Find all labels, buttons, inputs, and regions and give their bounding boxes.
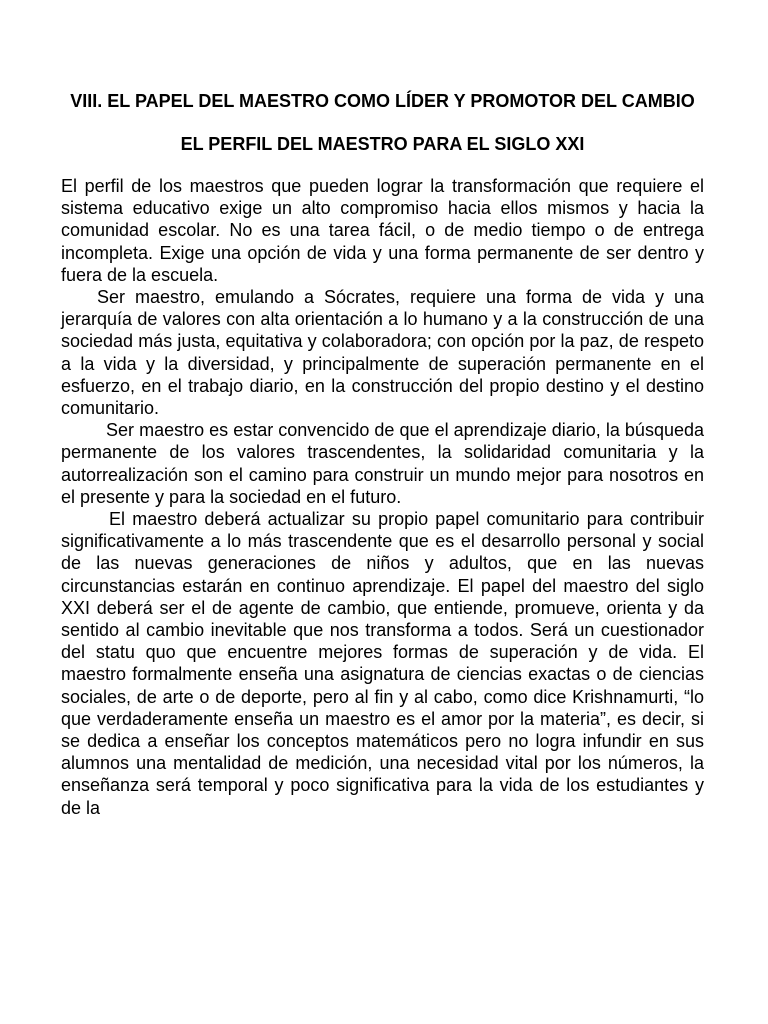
paragraph-4: El maestro deberá actualizar su propio papel comunitario para contribuir significativamente a lo más trascendente que es el desarrollo personal y social de las nuevas generaciones de niños y adultos, que en las nuevas circunstancias estarán en continuo aprendizaje. El papel del maestro del siglo XXI deberá ser el de agente de cambio, que entiende, promueve, orienta y da sentido al cambio inevitable que nos transforma a todos. Será un cuestionador del statu quo que encuentre mejores formas de superación y de vida. El maestro formalmente enseña una asignatura de ciencias exactas o de ciencias sociales, de arte o de deporte, pero al fin y al cabo, como dice Krishnamurti, “lo que verdaderamente enseña un maestro es el amor por la materia”, es decir, si se dedica a enseñar los conceptos matemáticos pero no logra infundir en sus alumnos una mentalidad de medición, una necesidad vital por los números, la enseñanza será temporal y poco significativa para la vida de los estudiantes y de la (61, 509, 704, 818)
paragraph-2: Ser maestro, emulando a Sócrates, requiere una forma de vida y una jerarquía de valores con alta orientación a lo humano y a la construcción de una sociedad más justa, equitativa y colaboradora; con opción por la paz, de respeto a la vida y la diversidad, y principalmente de superación permanente en el esfuerzo, en el trabajo diario, en la construcción del propio destino y el destino comunitario. (61, 287, 704, 419)
paragraph-1: El perfil de los maestros que pueden lograr la transformación que requiere el sistema educativo exige un alto compromiso hacia ellos mismos y hacia la comunidad escolar. No es una tarea fácil, o de medio tiempo o de entrega incompleta. Exige una opción de vida y una forma permanente de ser dentro y fuera de la escuela. (61, 176, 704, 285)
chapter-title: VIII. EL PAPEL DEL MAESTRO COMO LÍDER Y PROMOTOR DEL CAMBIO (70, 91, 695, 111)
document-page (61, 90, 704, 819)
section-title: EL PERFIL DEL MAESTRO PARA EL SIGLO XXI (180, 134, 585, 154)
paragraph-3: Ser maestro es estar convencido de que el aprendizaje diario, la búsqueda permanente de los valores trascendentes, la solidaridad comunitaria y la autorrealización son el camino para construir un mundo mejor para nosotros en el presente y para la sociedad en el futuro. (61, 420, 704, 507)
